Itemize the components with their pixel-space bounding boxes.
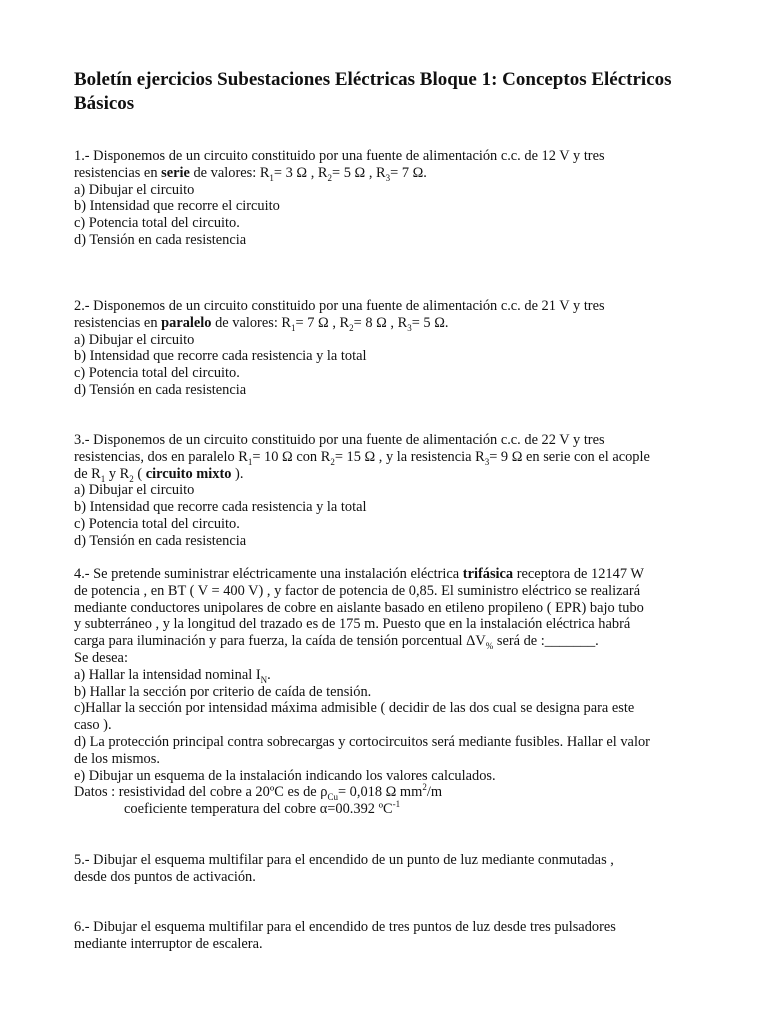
- exercise-3-item-d: d) Tensión en cada resistencia: [74, 532, 247, 549]
- exercise-4-line-4: y subterráneo , y la longitud del trazado es de 175 m. Puesto que en la instalación eléctrica habrá: [74, 616, 631, 633]
- document-page: [74, 68, 704, 952]
- exercise-2-values: resistencias en paralelo de valores: $R_1= 7$ Ω , $R_2= 8$ Ω , $R_3= 5$ Ω.: [74, 314, 449, 333]
- exercise-2-item-c: c) Potencia total del circuito.: [74, 365, 240, 382]
- exercise-4-item-c-1: c)Hallar la sección por intensidad máxima admisible ( decidir de las dos cual se designa para este: [74, 700, 635, 717]
- exercise-1-statement: 1.- Disponemos de un circuito constituido por una fuente de alimentación c.c. de 12 V y tres: [74, 148, 605, 164]
- exercise-5-line-2: desde dos puntos de activación.: [74, 868, 256, 885]
- exercise-2-item-a: a) Dibujar el circuito: [74, 331, 195, 348]
- exercise-2: [74, 298, 704, 399]
- exercise-2-statement: 2.- Disponemos de un circuito constituido por una fuente de alimentación c.c. de 21 V y tres: [74, 298, 605, 314]
- exercise-3-statement: 3.- Disponemos de un circuito constituido por una fuente de alimentación c.c. de 22 V y tres: [74, 432, 605, 448]
- exercise-4-se-desea: Se desea:: [74, 649, 128, 666]
- exercise-4-line-2: de potencia , en BT ( V = 400 V) , y factor de potencia de 0,85. El suministro eléctrico se realizará: [74, 582, 641, 599]
- exercise-4-item-c-2: caso ).: [74, 717, 112, 734]
- exercise-4-datos: Datos : resistividad del cobre a 20ºC es de $\rho_{Cu}= 0,018$ Ω $mm^2/m$: [74, 782, 443, 803]
- exercise-1-item-a: a) Dibujar el circuito: [74, 181, 195, 198]
- exercise-4-item-e: e) Dibujar un esquema de la instalación indicando los valores calculados.: [74, 767, 496, 784]
- exercise-4-line-5: carga para iluminación y para fuerza, la caída de tensión porcentual $\Delta V_{\%}$ será de :_______.: [74, 633, 599, 652]
- exercise-6: [74, 919, 704, 953]
- exercise-6-line-2: mediante interruptor de escalera.: [74, 935, 263, 952]
- exercise-4-item-d-1: d) La protección principal contra sobrecargas y cortocircuitos será mediante fusibles. Hallar el valor: [74, 733, 650, 750]
- exercise-4-line-3: mediante conductores unipolares de cobre en aislante basado en etileno propileno ( EPR) bajo tubo: [74, 599, 644, 616]
- exercise-3-item-b: b) Intensidad que recorre cada resistencia y la total: [74, 499, 367, 516]
- exercise-4-item-a: a) Hallar la intensidad nominal $I_N$.: [74, 666, 271, 685]
- exercise-1-item-b: b) Intensidad que recorre el circuito: [74, 198, 280, 215]
- exercise-4-coeficiente: coeficiente temperatura del cobre α=00.392 ºC$^{-1}$: [124, 799, 401, 818]
- exercise-1-item-c: c) Potencia total del circuito.: [74, 215, 240, 232]
- exercise-1-values: resistencias en serie de valores: $R_1= 3$ Ω , $R_2= 5$ Ω , $R_3= 7$ Ω.: [74, 164, 427, 183]
- exercise-4-item-d-2: de los mismos.: [74, 750, 160, 767]
- exercise-1: [74, 148, 704, 249]
- exercise-1-item-d: d) Tensión en cada resistencia: [74, 231, 247, 248]
- exercise-4-line-1: 4.- Se pretende suministrar eléctricamente una instalación eléctrica trifásica receptora de 12147 W: [74, 566, 644, 582]
- exercise-4: [74, 566, 704, 818]
- document-title: Boletín ejercicios Subestaciones Eléctricas Bloque 1: Conceptos Eléctricos Básicos: [74, 69, 672, 114]
- exercise-5-line-1: 5.- Dibujar el esquema multifilar para el encendido de un punto de luz mediante conmutadas ,: [74, 852, 614, 868]
- exercise-2-item-b: b) Intensidad que recorre cada resistencia y la total: [74, 348, 367, 365]
- exercise-5: [74, 852, 704, 886]
- exercise-2-item-d: d) Tensión en cada resistencia: [74, 381, 247, 398]
- exercise-6-line-1: 6.- Dibujar el esquema multifilar para el encendido de tres puntos de luz desde tres pulsadores: [74, 919, 616, 935]
- exercise-3-item-a: a) Dibujar el circuito: [74, 482, 195, 499]
- exercise-3-coupling: de $R_1$ y $R_2$ ( circuito mixto ).: [74, 465, 244, 484]
- exercise-3: [74, 432, 704, 550]
- exercise-3-values: resistencias, dos en paralelo $R_1= 10$ Ω con $R_2= 15$ Ω , y la resistencia $R_3= 9$ Ω en serie con el acople: [74, 448, 650, 467]
- exercise-3-item-c: c) Potencia total del circuito.: [74, 515, 240, 532]
- exercise-4-item-b: b) Hallar la sección por criterio de caída de tensión.: [74, 683, 372, 700]
